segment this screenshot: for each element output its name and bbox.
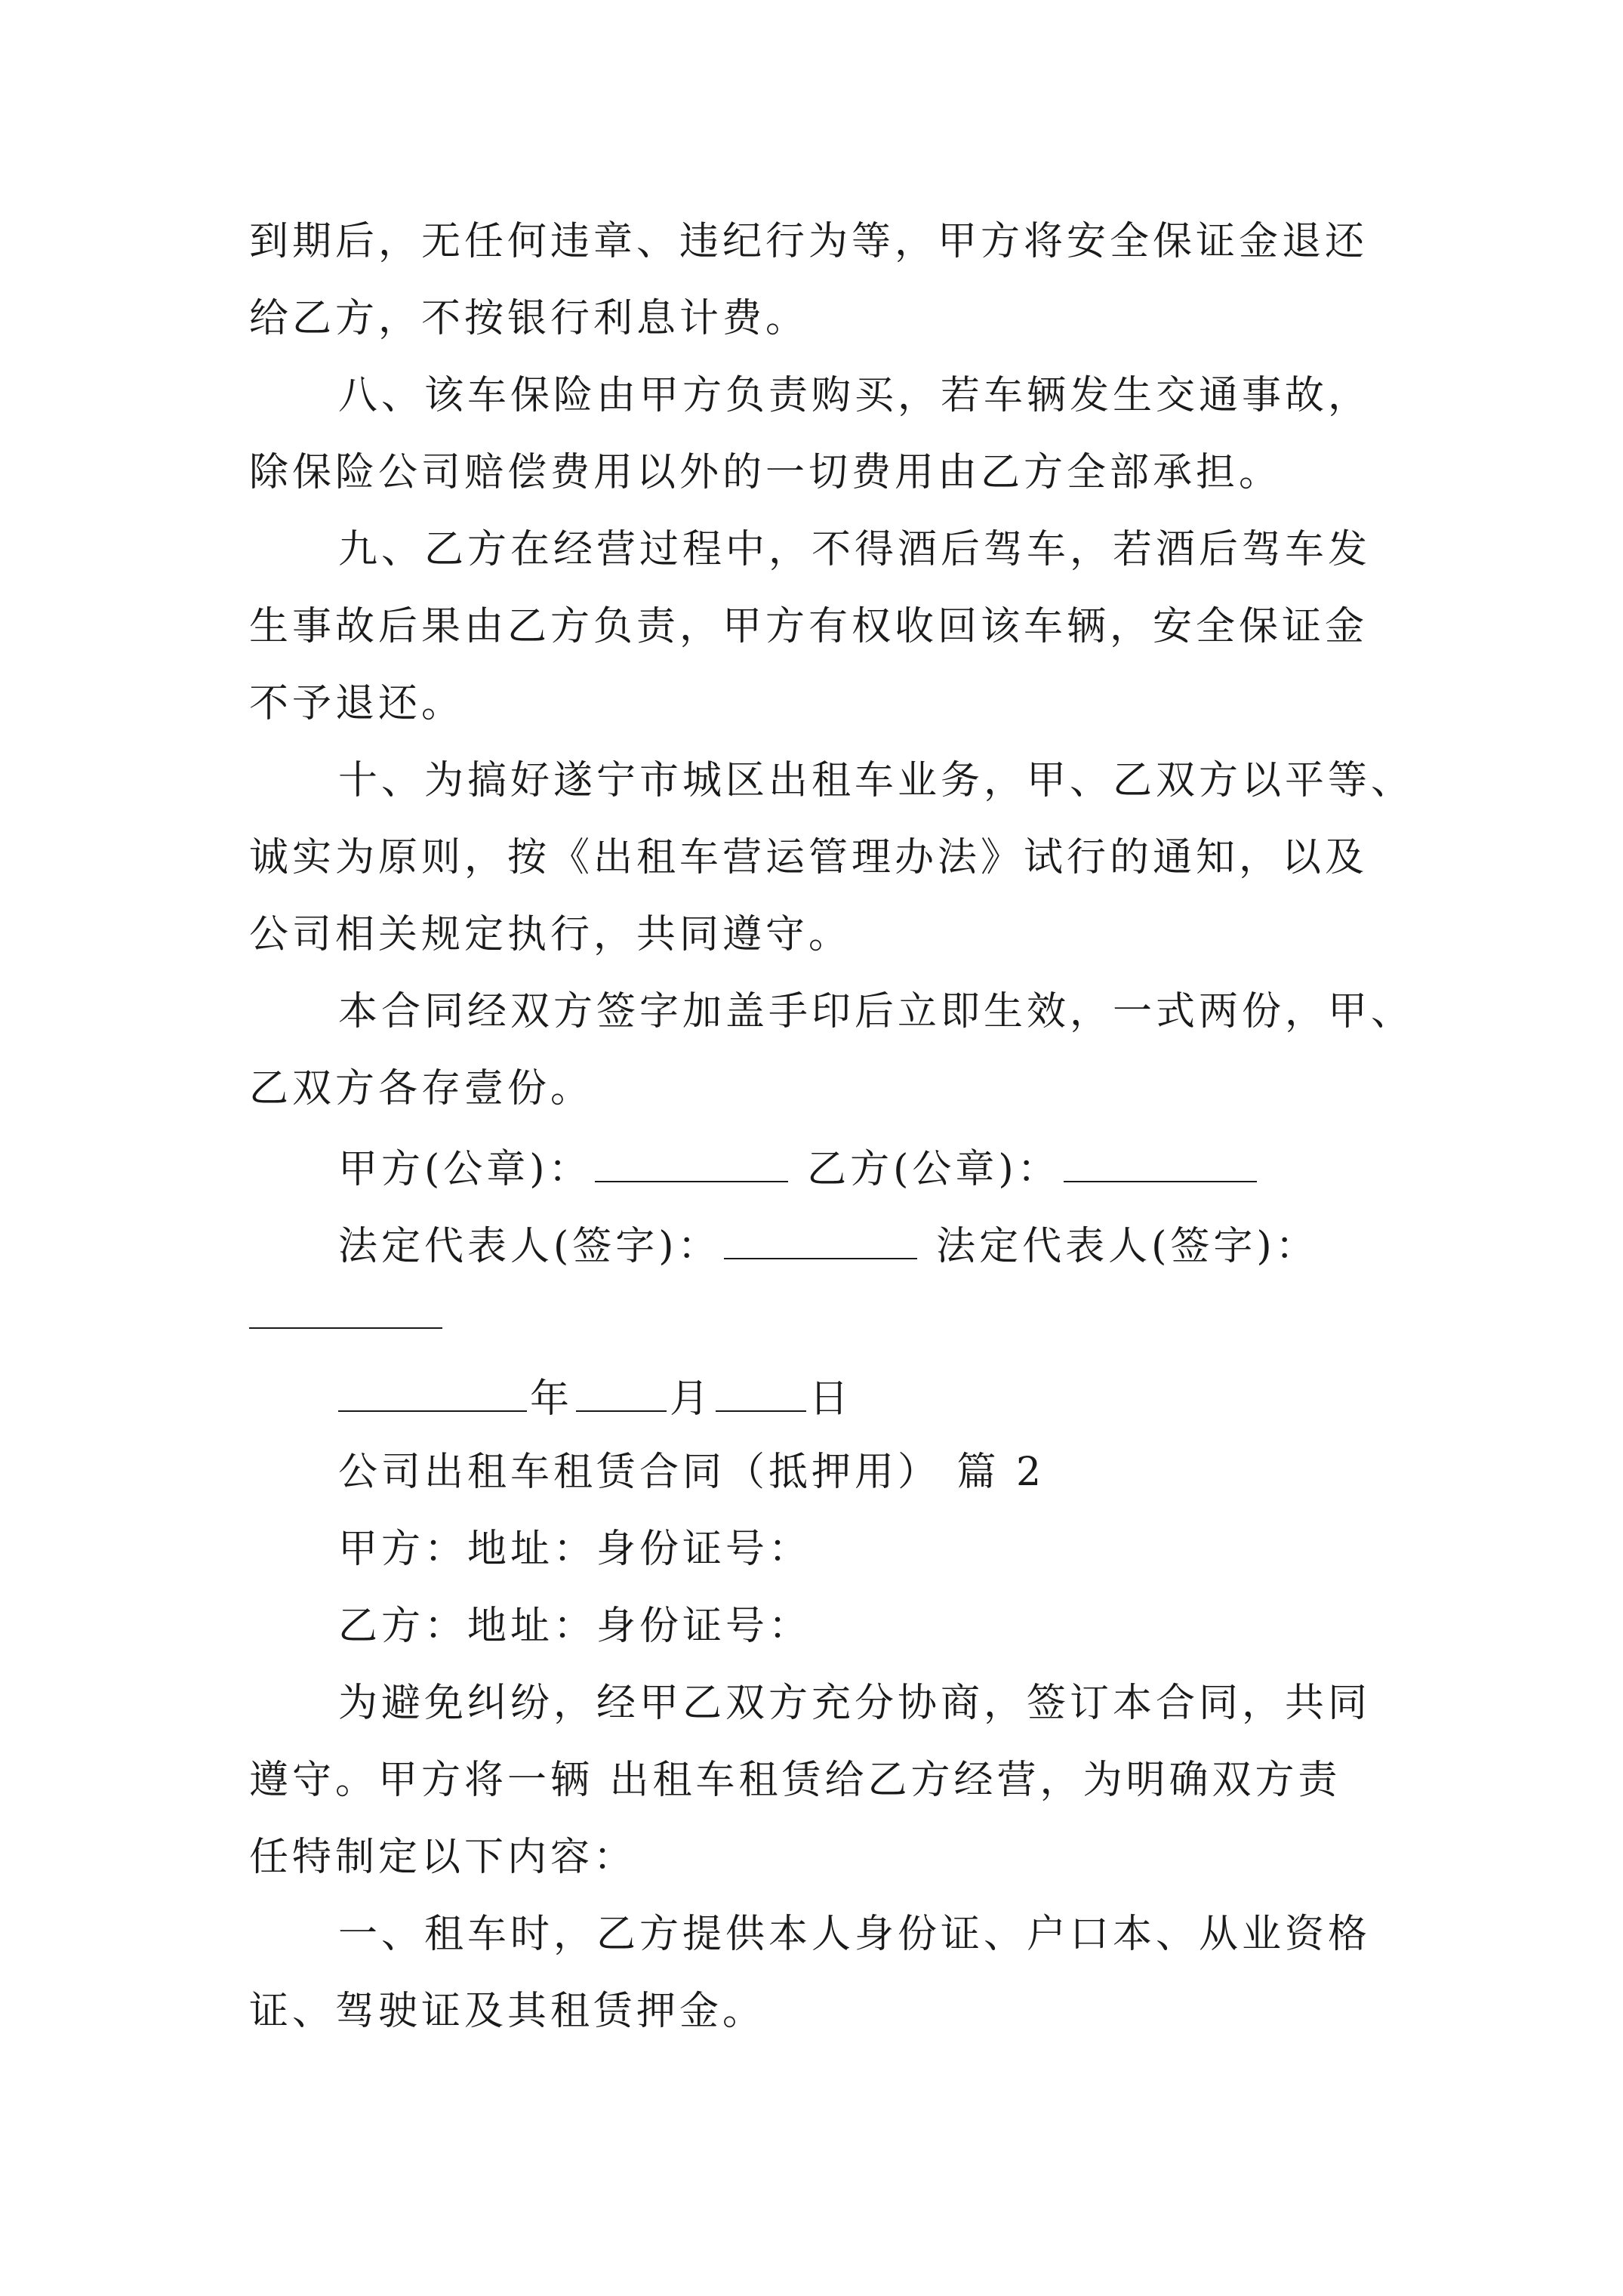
clause-1-line: 一、租车时，乙方提供本人身份证、户口本、从业资格: [338, 1912, 1372, 1957]
year-label: 年: [530, 1376, 574, 1422]
party-a-rep-blank: [724, 1216, 917, 1259]
day-blank: [716, 1368, 806, 1412]
party-b-seal-label: 乙方(公章)：: [807, 1147, 1061, 1192]
party-a-info: 甲方：地址：身份证号：: [338, 1527, 812, 1572]
paragraph-line: 到期后，无任何违章、违纪行为等，甲方将安全保证金退还: [249, 219, 1369, 264]
party-b-seal-blank: [1064, 1139, 1257, 1182]
section-2-title: 公司出租车租赁合同（抵押用） 篇 2: [338, 1450, 1046, 1495]
party-a-rep-label: 法定代表人(签字)：: [338, 1224, 721, 1269]
intro-line: 遵守。甲方将一辆 出租车租赁给乙方经营，为明确双方责: [249, 1758, 1341, 1803]
clause-9-line: 九、乙方在经营过程中，不得酒后驾车，若酒后驾车发: [338, 527, 1372, 572]
day-label: 日: [809, 1376, 853, 1422]
clause-9-line: 生事故后果由乙方负责，甲方有权收回该车辆，安全保证金: [249, 604, 1369, 649]
seal-signature-row: [338, 1139, 1260, 1197]
party-a-seal-blank: [595, 1139, 788, 1182]
clause-10-line: 诚实为原则，按《出租车营运管理办法》试行的通知，以及: [249, 835, 1369, 880]
paragraph-line: 给乙方，不按银行利息计费。: [249, 296, 809, 341]
intro-line: 任特制定以下内容：: [249, 1835, 637, 1880]
clause-9-line: 不予退还。: [249, 681, 465, 726]
effective-clause-line: 乙双方各存壹份。: [249, 1066, 594, 1111]
month-label: 月: [670, 1376, 713, 1422]
clause-10-line: 公司相关规定执行，共同遵守。: [249, 912, 852, 957]
party-b-info: 乙方：地址：身份证号：: [338, 1604, 812, 1649]
effective-clause-line: 本合同经双方签字加盖手印后立即生效，一式两份，甲、: [338, 989, 1415, 1034]
date-row: [338, 1368, 852, 1426]
clause-10-line: 十、为搞好遂宁市城区出租车业务，甲、乙双方以平等、: [338, 758, 1415, 803]
month-blank: [576, 1368, 667, 1412]
intro-line: 为避免纠纷，经甲乙双方充分协商，签订本合同，共同: [338, 1681, 1372, 1726]
party-a-seal-label: 甲方(公章)：: [338, 1147, 592, 1192]
clause-8-line: 八、该车保险由甲方负责购买，若车辆发生交通事故，: [338, 373, 1372, 418]
representative-signature-row: [338, 1216, 1319, 1274]
party-b-rep-label: 法定代表人(签字)：: [936, 1224, 1319, 1269]
clause-1-line: 证、驾驶证及其租赁押金。: [249, 1989, 766, 2034]
clause-8-line: 除保险公司赔偿费用以外的一切费用由乙方全部承担。: [249, 450, 1283, 495]
year-blank: [338, 1368, 527, 1412]
party-b-rep-blank: [249, 1293, 442, 1329]
